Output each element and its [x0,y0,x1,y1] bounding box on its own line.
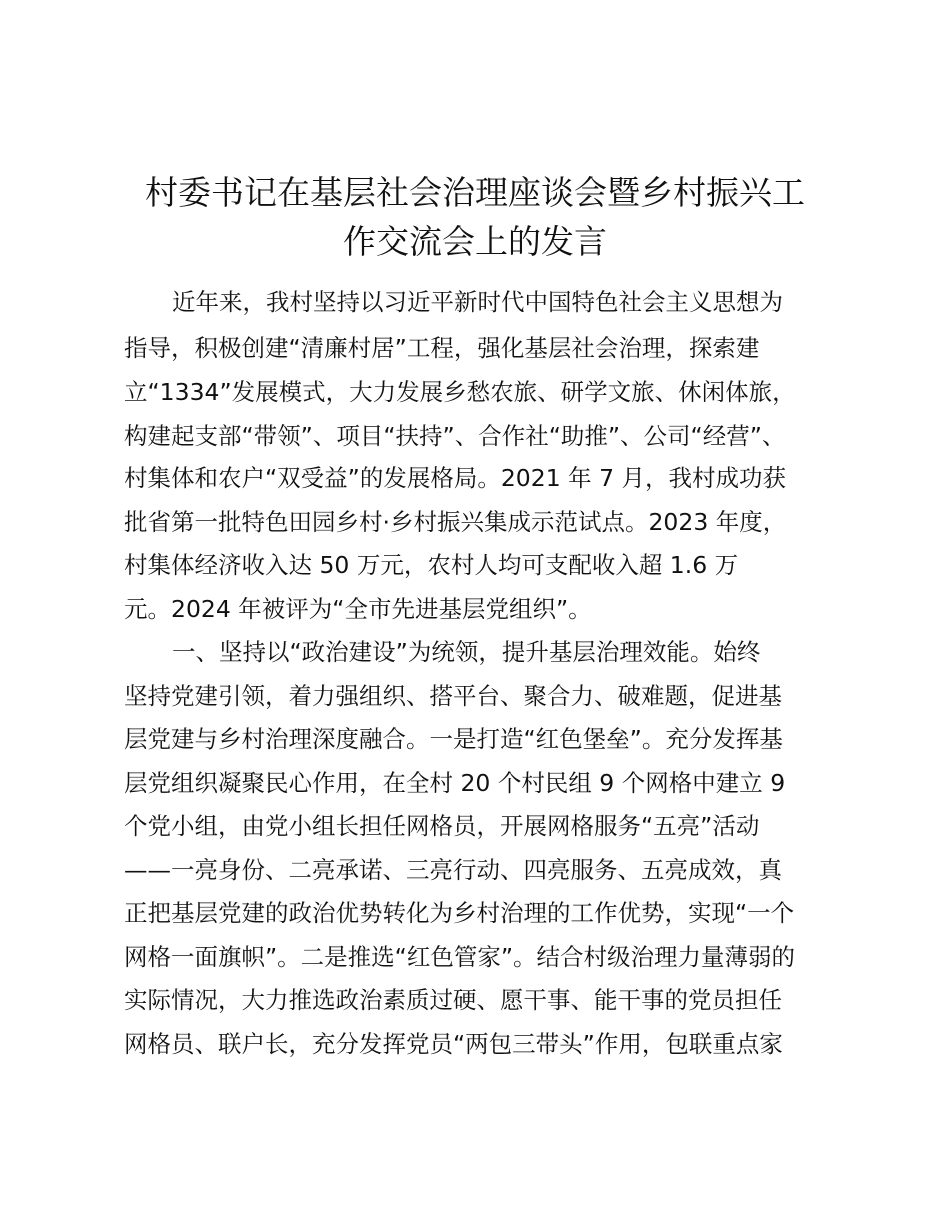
paragraph-line: 立“1334”发展模式，大力发展乡愁农旅、研学文旅、休闲体旅， [124,378,796,406]
paragraph-line: 正把基层党建的政治优势转化为乡村治理的工作优势，实现“一个 [124,899,795,927]
document-title-line-1: 村委书记在基层社会治理座谈会暨乡村振兴工 [145,173,805,212]
paragraph-line: 个党小组，由党小组长担任网格员，开展网格服务“五亮”活动 [124,812,760,840]
document-title-line-2: 作交流会上的发言 [343,222,607,261]
paragraph-line: 层党建与乡村治理深度融合。一是打造“红色堡垒”。充分发挥基 [124,725,783,753]
paragraph-line: 层党组织凝聚民心作用，在全村 20 个村民组 9 个网格中建立 9 [124,769,786,797]
paragraph-line: 村集体和农户“双受益”的发展格局。2021 年 7 月，我村成功获 [124,464,787,492]
paragraph-line: 指导，积极创建“清廉村居”工程，强化基层社会治理，探索建 [124,334,760,362]
paragraph-line: 批省第一批特色田园乡村·乡村振兴集成示范试点。2023 年度， [124,508,787,536]
paragraph-line: 网格一面旗帜”。二是推选“红色管家”。结合村级治理力量薄弱的 [124,943,796,971]
paragraph-line: 近年来，我村坚持以习近平新时代中国特色社会主义思想为 [172,288,783,316]
paragraph-line: 网格员、联户长，充分发挥党员“两包三带头”作用，包联重点家 [124,1030,783,1058]
paragraph-line: 坚持党建引领，着力强组织、搭平台、聚合力、破难题，促进基 [124,682,782,710]
paragraph-line: 村集体经济收入达 50 万元，农村人均可支配收入超 1.6 万 [124,551,739,579]
paragraph-line: 元。2024 年被评为“全市先进基层党组织”。 [124,595,592,623]
paragraph-line: 一、坚持以“政治建设”为统领，提升基层治理效能。始终 [172,638,761,666]
paragraph-line: 实际情况，大力推选政治素质过硬、愿干事、能干事的党员担任 [124,986,782,1014]
paragraph-line: ——一亮身份、二亮承诺、三亮行动、四亮服务、五亮成效，真 [124,856,782,884]
paragraph-line: 构建起支部“带领”、项目“扶持”、合作社“助推”、公司“经营”、 [124,422,786,450]
